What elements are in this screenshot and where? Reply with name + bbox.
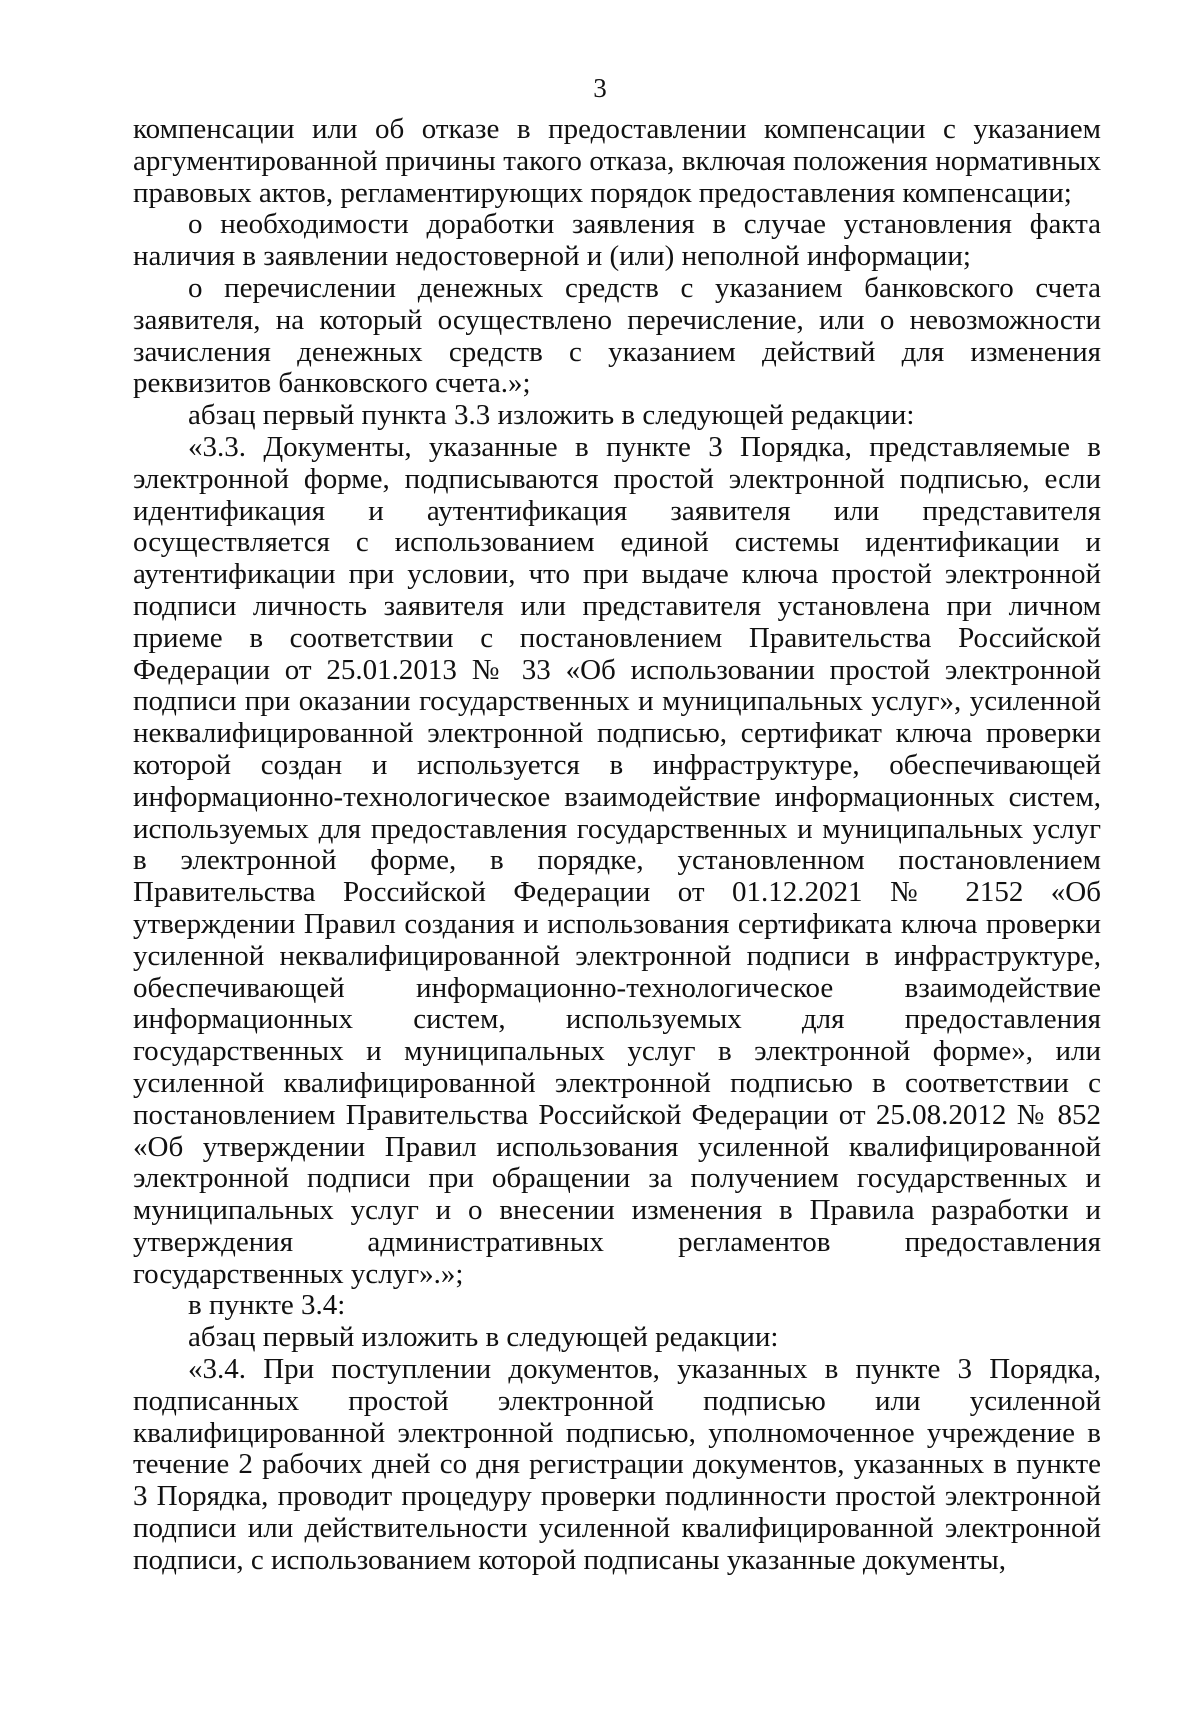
paragraph: абзац первый изложить в следующей редакции: bbox=[188, 1321, 779, 1354]
paragraph: «3.3. Документы, указанные в пункте 3 Порядка, представляемые в электронной форме, подписываются простой электронной подписью, если идентификация и аутентификация заявителя или представителя осуществляется с использованием единой системы идентификации и аутентификации при условии, что при выдаче ключа простой электронной подписи личность заявителя или представителя установлена при личном приеме в соответствии с постановлением Правительства Российской Федерации от 25.01.2013 № 33 «Об использовании простой электронной подписи при оказании государственных и муниципальных услуг», усиленной неквалифицированной электронной подписью, сертификат ключа проверки которой создан и используется в инфраструктуре, обеспечивающей информационно-технологическое взаимодействие информационных систем, используемых для предоставления государственных и муниципальных услуг в электронной форме, в порядке, установленном постановлением Правительства Российской Федерации от 01.12.2021 № 2152 «Об утверждении Правил создания и использования сертификата ключа проверки усиленной неквалифицированной электронной подписи в инфраструктуре, обеспечивающей информационно-технологическое взаимодействие информационных систем, используемых для предоставления государственных и муниципальных услуг в электронной форме», или усиленной квалифицированной электронной подписью в соответствии с постановлением Правительства Российской Федерации от 25.08.2012 № 852 «Об утверждении Правил использования усиленной квалифицированной электронной подписи при обращении за получением государственных и муниципальных услуг и о внесении изменения в Правила разработки и утверждения административных регламентов предоставления государственных услуг».»; bbox=[133, 430, 1101, 1290]
page-number: 3 bbox=[593, 73, 607, 103]
paragraph: абзац первый пункта 3.3 изложить в следующей редакции: bbox=[188, 399, 915, 432]
paragraph: в пункте 3.4: bbox=[188, 1289, 346, 1322]
paragraph: о перечислении денежных средств с указанием банковского счета заявителя, на который осуществлено перечисление, или о невозможности зачисления денежных средств с указанием действий для изменения реквизитов банковского счета.»; bbox=[133, 271, 1101, 400]
document-body bbox=[133, 114, 1101, 1577]
paragraph: «3.4. При поступлении документов, указанных в пункте 3 Порядка, подписанных простой электронной подписью или усиленной квалифицированной электронной подписью, уполномоченное учреждение в течение 2 рабочих дней со дня регистрации документов, указанных в пункте 3 Порядка, проводит процедуру проверки подлинности простой электронной подписи или действительности усиленной квалифицированной электронной подписи, с использованием которой подписаны указанные документы, bbox=[133, 1353, 1101, 1576]
paragraph: компенсации или об отказе в предоставлении компенсации с указанием аргументированной причины такого отказа, включая положения нормативных правовых актов, регламентирующих порядок предоставления компенсации; bbox=[133, 113, 1101, 209]
paragraph: о необходимости доработки заявления в случае установления факта наличия в заявлении недостоверной и (или) неполной информации; bbox=[133, 208, 1101, 273]
